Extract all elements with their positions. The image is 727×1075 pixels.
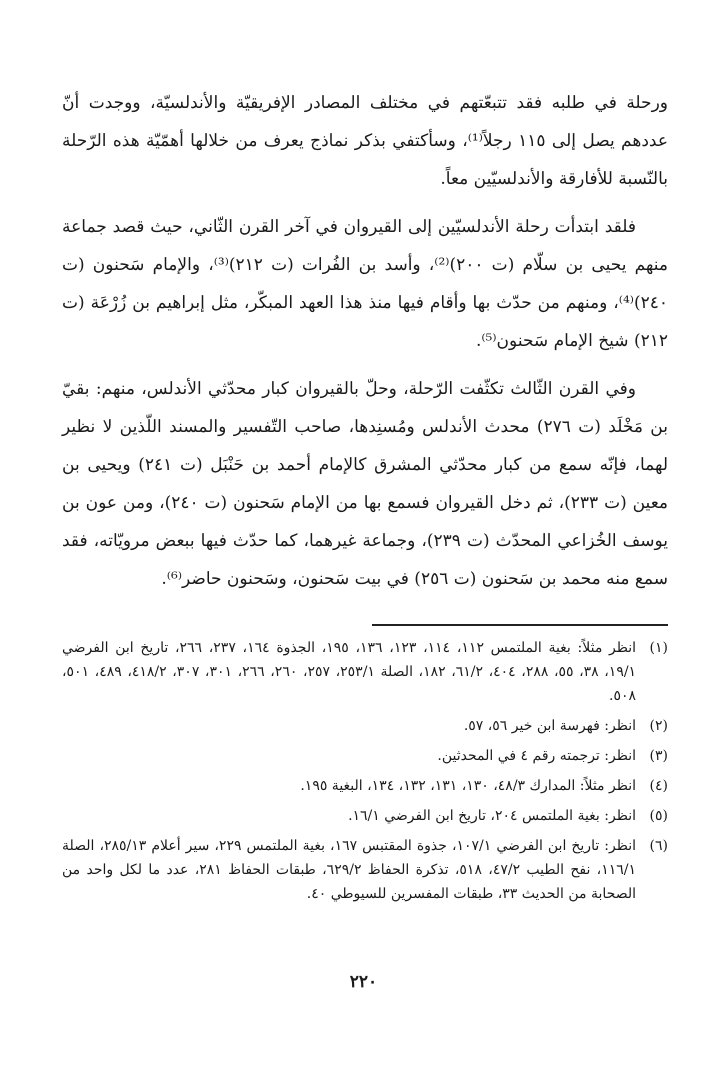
footnote-2 [62,714,668,738]
footnote-number: (٤) [649,778,668,794]
footnote-5 [62,804,668,828]
footnote-text: انظر مثلاً: المدارك ٤٨/٣، ١٣٠، ١٣١، ١٣٢، ١٣٤، البغية ١٩٥. [300,778,636,794]
footnote-6 [62,834,668,906]
footnote-text: انظر: ترجمته رقم ٤ في المحدثين. [437,748,636,764]
footnote-number: (١) [649,640,668,656]
paragraph-2: فلقد ابتدأت رحلة الأندلسيّين إلى القيروان في آخر القرن الثّاني، حيث قصد جماعة منهم يحيى بن سلّام (ت ٢٠٠)⁽²⁾، وأسد بن الفُرات (ت ٢١٢)⁽³⁾، والإمام سَحنون (ت ٢٤٠)⁽⁴⁾، ومنهم من حدّث بها وأقام فيها منذ هذا العهد المبكّر، مثل إبراهيم بن زُرْعَة (ت ٢١٢) شيخ الإمام سَحنون⁽⁵⁾. [62,217,668,351]
footnotes [62,636,668,912]
footnote-4 [62,774,668,798]
footnote-number: (٢) [649,718,668,734]
footnote-1 [62,636,668,708]
footnote-separator [372,624,668,626]
footnote-text: انظر: تاريخ ابن الفرضي ١٠٧/١، جذوة المقتبس ١٦٧، بغية الملتمس ٢٢٩، سير أعلام ٢٨٥/١٣، الصلة ١١٦/١، نفح الطيب ٤٧/٢، ٥١٨، تذكرة الحفاظ ٦٢٩/٢، طبقات الحفاظ ٢٨١، عدد ما لكل واحد من الصحابة من الحديث ٣٣، طبقات المفسرين للسيوطي ٤٠. [62,838,636,902]
paragraph-1: ورحلة في طلبه فقد تتبعّتهم في مختلف المصادر الإفريقيّة والأندلسيّة، ووجدت أنّ عددهم يصل إلى ١١٥ رجلاً⁽¹⁾، وسأكتفي بذكر نماذج يعرف من خلالها أهمّيّة هذه الرّحلة بالنّسبة للأفارقة والأندلسيّين معاً. [62,93,668,189]
footnote-number: (٦) [649,838,668,854]
main-text [62,84,668,608]
footnote-number: (٣) [649,748,668,764]
footnote-text: انظر مثلاً: بغية الملتمس ١١٢، ١١٤، ١٢٣، ١٣٦، ١٩٥، الجذوة ١٦٤، ٢٣٧، ٢٦٦، تاريخ ابن الفرضي ١٩/١، ٣٨، ٥٥، ٢٨٨، ٤٠٤، ٦١/٢، ١٨٢، الصلة ٢٥٣/١، ٢٥٧، ٢٦٠، ٢٦٦، ٣٠١، ٣٠٧، ٤١٨/٢، ٤٨٩، ٥٠١، ٥٠٨. [62,640,637,704]
page-number: ٢٢٠ [349,972,378,992]
footnote-text: انظر: فهرسة ابن خير ٥٦، ٥٧. [463,718,636,734]
footnote-3 [62,744,668,768]
footnote-number: (٥) [649,808,668,824]
footnote-text: انظر: بغية الملتمس ٢٠٤، تاريخ ابن الفرضي ١٦/١. [348,808,636,824]
paragraph-3: وفي القرن الثّالث تكثّفت الرّحلة، وحلّ بالقيروان كبار محدّثي الأندلس، منهم: بقيّ بن مَخْلَد (ت ٢٧٦) محدث الأندلس ومُسنِدها، صاحب التّفسير والمسند اللّذين لا نظير لهما، فإنّه سمع من كبار محدّثي المشرق كالإمام أحمد بن حَنْبَل (ت ٢٤١) ويحيى بن معين (ت ٢٣٣)، ثم دخل القيروان فسمع بها من الإمام سَحنون (ت ٢٤٠)، ومن عون بن يوسف الخُزاعي المحدّث (ت ٢٣٩)، وجماعة غيرهما، كما حدّث فيها ببعض مرويّاته، فقد سمع منه محمد بن سَحنون (ت ٢٥٦) في بيت سَحنون، وسَحنون حاضر⁽⁶⁾. [62,379,669,589]
